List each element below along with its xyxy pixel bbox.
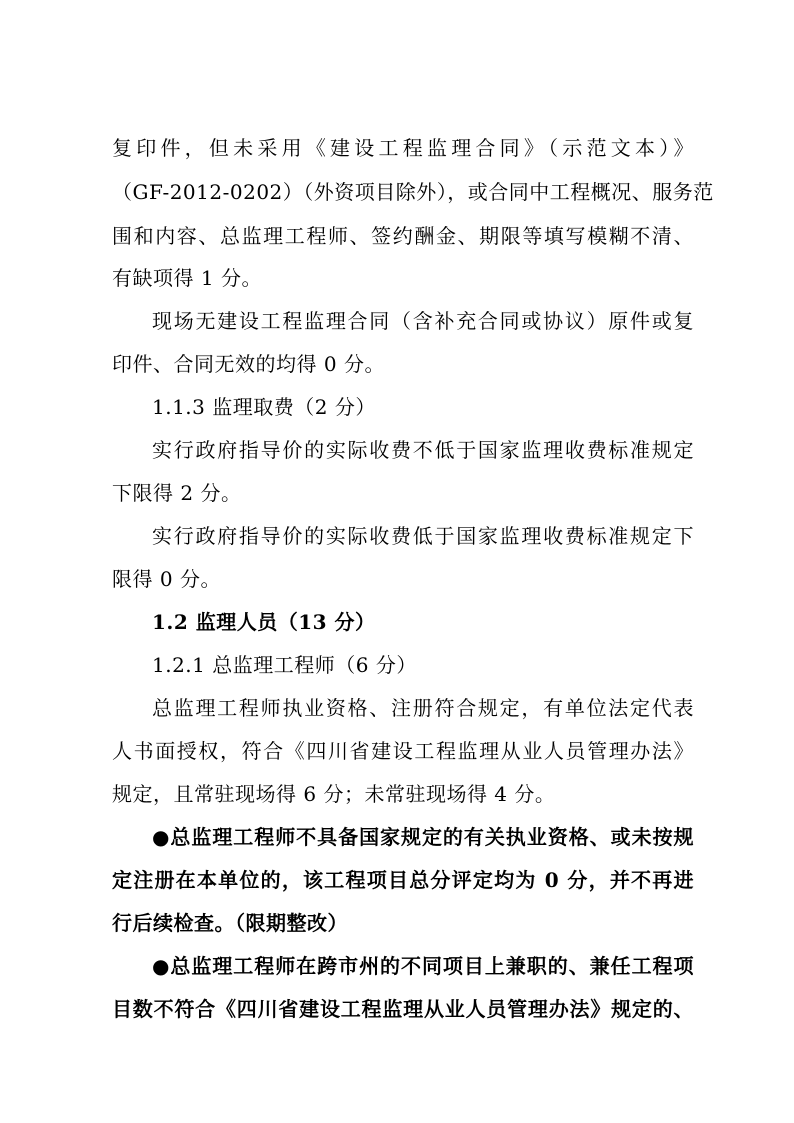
paragraph-first-line: 实行政府指导价的实际收费低于国家监理收费标准规定下 [152, 524, 694, 548]
text-line: 目数不符合《四川省建设工程监理从业人员管理办法》规定的、 [112, 997, 694, 1021]
text-line: 印件、合同无效的均得 0 分。 [112, 352, 385, 376]
paragraph-first-line: 现场无建设工程监理合同（含补充合同或协议）原件或复 [152, 309, 694, 333]
text-line: （GF-2012-0202）（外资项目除外），或合同中工程概况、服务范 [112, 180, 714, 204]
text-line: 行后续检查。（限期整改） [112, 911, 348, 935]
section-heading: 1.2 监理人员（13 分） [152, 610, 376, 634]
bullet-paragraph-first-line: ●总监理工程师在跨市州的不同项目上兼职的、兼任工程项 [152, 954, 694, 978]
text-line: 规定，且常驻现场得 6 分；未常驻现场得 4 分。 [112, 782, 556, 806]
section-heading: 1.1.3 监理取费（2 分） [152, 395, 376, 419]
text-line: 有缺项得 1 分。 [112, 266, 262, 290]
text-line: 定注册在本单位的，该工程项目总分评定均为 0 分，并不再进 [112, 868, 694, 892]
bullet-paragraph-first-line: ●总监理工程师不具备国家规定的有关执业资格、或未按规 [152, 825, 694, 849]
text-line: 复印件，但未采用《建设工程监理合同》（示范文本）》 [112, 136, 694, 160]
paragraph-first-line: 总监理工程师执业资格、注册符合规定，有单位法定代表 [152, 696, 694, 720]
text-line: 围和内容、总监理工程师、签约酬金、期限等填写模糊不清、 [112, 224, 694, 248]
subsection-heading: 1.2.1 总监理工程师（6 分） [152, 653, 417, 677]
text-line: 人书面授权，符合《四川省建设工程监理从业人员管理办法》 [112, 739, 694, 763]
text-line: 下限得 2 分。 [112, 481, 242, 505]
text-line: 限得 0 分。 [112, 567, 221, 591]
paragraph-first-line: 实行政府指导价的实际收费不低于国家监理收费标准规定 [152, 438, 694, 462]
